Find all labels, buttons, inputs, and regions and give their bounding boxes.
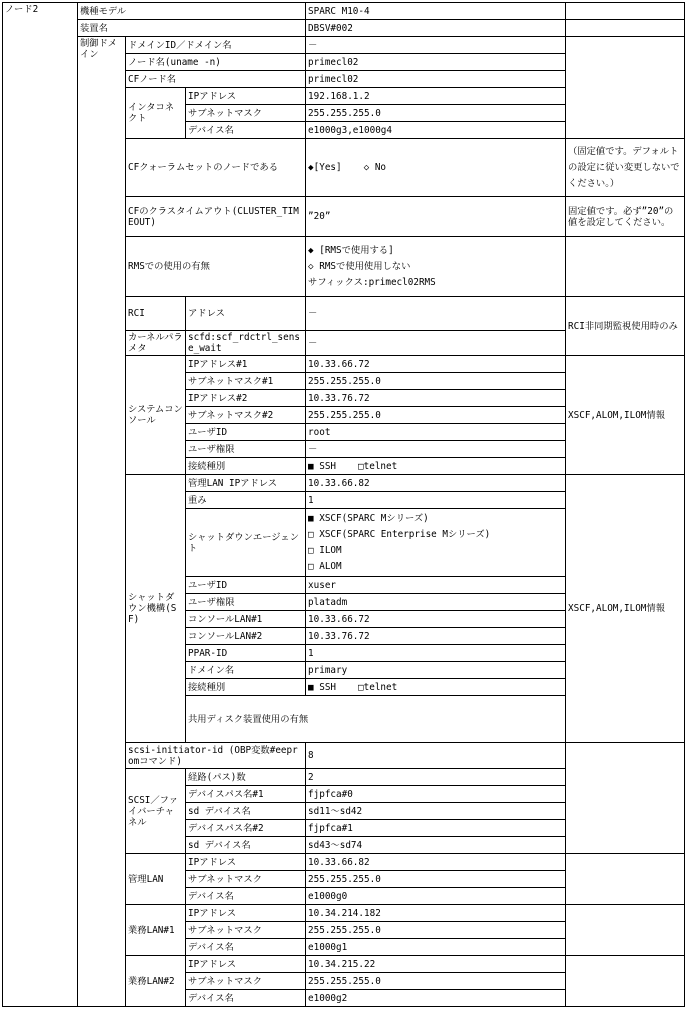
syscon-ip2: 10.33.76.72 — [306, 390, 566, 407]
ic-ip-value: 192.168.1.2 — [306, 88, 566, 105]
quorum-note: （固定値です。デフォルトの設定に従い変更しないでください。） — [566, 139, 685, 197]
syscon-mask1-label: サブネットマスク#1 — [186, 373, 306, 390]
fc-sd1-label: sd デバイス名 — [186, 803, 306, 820]
sf-label: シャットダウン機構(SF) — [126, 475, 186, 743]
syscon-mask2: 255.255.255.0 — [306, 407, 566, 424]
cf-timeout-label: CFのクラスタイムアウト(CLUSTER_TIMEOUT) — [126, 197, 306, 237]
cf-timeout-note: 固定値です。必ず”20”の値を設定してください。 — [566, 197, 685, 237]
biz-lan1-note — [566, 905, 685, 956]
model-note — [566, 3, 685, 20]
biz2-ip: 10.34.215.22 — [306, 956, 566, 973]
syscon-note: XSCF,ALOM,ILOM情報 — [566, 356, 685, 475]
ic-mask-label: サブネットマスク — [186, 105, 306, 122]
kernel-value: － — [306, 331, 566, 356]
asset-value: DBSV#002 — [306, 20, 566, 37]
fc-sd2: sd43～sd74 — [306, 837, 566, 854]
fc-label: SCSI／ファイバーチャネル — [126, 769, 186, 854]
mgmt-lan-note — [566, 854, 685, 905]
sf-lan: 10.33.66.82 — [306, 475, 566, 492]
domain-notes — [566, 37, 685, 139]
cf-node-label: CFノード名 — [126, 71, 306, 88]
biz1-dev-label: デバイス名 — [186, 939, 306, 956]
cf-timeout-value: ”20” — [306, 197, 566, 237]
syscon-conn-options — [306, 458, 566, 475]
sf-note: XSCF,ALOM,ILOM情報 — [566, 475, 685, 743]
sf-ppar-label: PPAR-ID — [186, 645, 306, 662]
uname-label: ノード名(uname -n) — [126, 54, 306, 71]
biz1-ip: 10.34.214.182 — [306, 905, 566, 922]
fc-paths-label: 経路(パス)数 — [186, 769, 306, 786]
syscon-mask2-label: サブネットマスク#2 — [186, 407, 306, 424]
sf-user: xuser — [306, 577, 566, 594]
sf-agent-option[interactable]: ■ XSCF(SPARC Mシリーズ) — [308, 512, 429, 524]
fc-dp1-label: デバイスパス名#1 — [186, 786, 306, 803]
ic-mask-value: 255.255.255.0 — [306, 105, 566, 122]
shared-disk-label: 共用ディスク装置使用の有無 — [186, 696, 566, 743]
sf-conn-options — [306, 679, 566, 696]
mgmt-mask-label: サブネットマスク — [186, 871, 306, 888]
sf-con2-label: コンソールLAN#2 — [186, 628, 306, 645]
ctrl-domain-label: 制御ドメイン — [78, 37, 126, 1007]
sf-agent-label: シャットダウンエージェント — [186, 509, 306, 577]
fc-sd2-label: sd デバイス名 — [186, 837, 306, 854]
rms-suffix: サフィックス:primecl02RMS — [308, 276, 436, 288]
syscon-priv-label: ユーザ権限 — [186, 441, 306, 458]
syscon-ip1: 10.33.66.72 — [306, 356, 566, 373]
ic-dev-label: デバイス名 — [186, 122, 306, 139]
rms-note — [566, 237, 685, 297]
fc-paths: 2 — [306, 769, 566, 786]
syscon-priv: － — [306, 441, 566, 458]
rms-label: RMSでの使用の有無 — [126, 237, 306, 297]
domain-id-value: － — [306, 37, 566, 54]
sf-agent-options — [306, 509, 566, 577]
model-value: SPARC M10-4 — [306, 3, 566, 20]
syscon-conn-label: 接続種別 — [186, 458, 306, 475]
sf-priv-label: ユーザ権限 — [186, 594, 306, 611]
cf-node-value: primecl02 — [306, 71, 566, 88]
biz2-dev-label: デバイス名 — [186, 990, 306, 1007]
node-label: ノード2 — [3, 3, 78, 1007]
fc-dp2-label: デバイスパス名#2 — [186, 820, 306, 837]
mgmt-dev: e1000g0 — [306, 888, 566, 905]
rms-use-option[interactable]: ◆ [RMSで使用する] — [308, 244, 394, 256]
sf-agent-option[interactable]: □ ALOM — [308, 560, 342, 572]
rci-addr-value: － — [306, 297, 566, 331]
biz1-mask: 255.255.255.0 — [306, 922, 566, 939]
mgmt-lan-label: 管理LAN — [126, 854, 186, 905]
uname-value: primecl02 — [306, 54, 566, 71]
biz2-dev: e1000g2 — [306, 990, 566, 1007]
sf-weight-label: 重み — [186, 492, 306, 509]
domain-id-label: ドメインID／ドメイン名 — [126, 37, 306, 54]
asset-label: 装置名 — [78, 20, 306, 37]
biz-lan1-label: 業務LAN#1 — [126, 905, 186, 956]
rci-note: RCI非同期監視使用時のみ — [566, 297, 685, 356]
quorum-no[interactable]: ◇ No — [363, 162, 387, 173]
sf-ppar: 1 — [306, 645, 566, 662]
syscon-mask1: 255.255.255.0 — [306, 373, 566, 390]
fc-dp2: fjpfca#1 — [306, 820, 566, 837]
sf-priv: platadm — [306, 594, 566, 611]
sf-agent-option[interactable]: □ XSCF(SPARC Enterprise Mシリーズ) — [308, 528, 491, 540]
sf-con1: 10.33.66.72 — [306, 611, 566, 628]
mgmt-dev-label: デバイス名 — [186, 888, 306, 905]
mgmt-ip-label: IPアドレス — [186, 854, 306, 871]
syscon-telnet-option[interactable]: □telnet — [358, 460, 398, 472]
biz1-dev: e1000g1 — [306, 939, 566, 956]
quorum-yes[interactable]: ◆[Yes] — [308, 162, 342, 173]
kernel-label: カーネルパラメタ — [126, 331, 186, 356]
asset-note — [566, 20, 685, 37]
syscon-user-label: ユーザID — [186, 424, 306, 441]
biz1-mask-label: サブネットマスク — [186, 922, 306, 939]
biz2-ip-label: IPアドレス — [186, 956, 306, 973]
mgmt-mask: 255.255.255.0 — [306, 871, 566, 888]
syscon-ip2-label: IPアドレス#2 — [186, 390, 306, 407]
fc-sd1: sd11～sd42 — [306, 803, 566, 820]
biz1-ip-label: IPアドレス — [186, 905, 306, 922]
syscon-user: root — [306, 424, 566, 441]
syscon-label: システムコンソール — [126, 356, 186, 475]
sf-weight: 1 — [306, 492, 566, 509]
rms-options — [306, 237, 566, 297]
fc-dp1: fjpfca#0 — [306, 786, 566, 803]
mgmt-ip: 10.33.66.82 — [306, 854, 566, 871]
sf-agent-option[interactable]: □ ILOM — [308, 544, 342, 556]
syscon-ssh-option[interactable]: ■ SSH — [308, 460, 337, 472]
biz2-mask: 255.255.255.0 — [306, 973, 566, 990]
biz-lan2-label: 業務LAN#2 — [126, 956, 186, 1007]
ic-ip-label: IPアドレス — [186, 88, 306, 105]
scsi-id-value: 8 — [306, 743, 566, 769]
biz2-mask-label: サブネットマスク — [186, 973, 306, 990]
sf-dom: primary — [306, 662, 566, 679]
quorum-label: CFクォーラムセットのノードである — [126, 139, 306, 197]
ic-dev-value: e1000g3,e1000g4 — [306, 122, 566, 139]
sf-lan-label: 管理LAN IPアドレス — [186, 475, 306, 492]
sf-conn-label: 接続種別 — [186, 679, 306, 696]
rms-not-use-option[interactable]: ◇ RMSで使用使用しない — [308, 260, 411, 272]
sf-telnet-option[interactable]: □telnet — [358, 681, 398, 693]
kernel-param: scfd:scf_rdctrl_sense_wait — [186, 331, 306, 356]
sf-user-label: ユーザID — [186, 577, 306, 594]
model-label: 機種モデル — [78, 3, 306, 20]
syscon-ip1-label: IPアドレス#1 — [186, 356, 306, 373]
sf-dom-label: ドメイン名 — [186, 662, 306, 679]
scsi-id-label: scsi-initiator-id (OBP変数#eepromコマンド) — [126, 743, 306, 769]
interconnect-label: インタコネクト — [126, 88, 186, 139]
sf-ssh-option[interactable]: ■ SSH — [308, 681, 337, 693]
rci-addr-label: アドレス — [186, 297, 306, 331]
biz-lan2-note — [566, 956, 685, 1007]
config-table — [2, 2, 685, 1007]
rci-label: RCI — [126, 297, 186, 331]
sf-con2: 10.33.76.72 — [306, 628, 566, 645]
quorum-options — [306, 139, 566, 197]
node2-config-sheet — [2, 2, 684, 1007]
sf-con1-label: コンソールLAN#1 — [186, 611, 306, 628]
